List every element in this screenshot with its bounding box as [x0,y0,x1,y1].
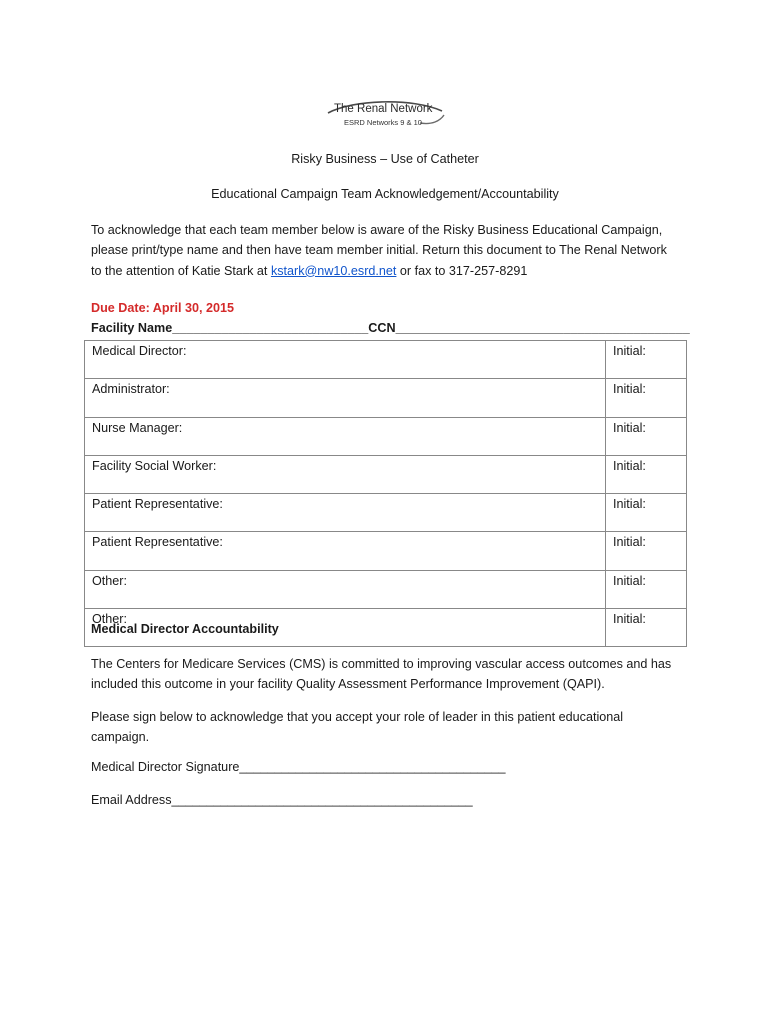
logo-line2: ESRD Networks 9 & 10 [344,118,422,127]
role-cell[interactable]: Patient Representative: [85,532,606,570]
role-cell[interactable]: Administrator: [85,379,606,417]
intro-line3-suffix: or fax to 317-257-8291 [396,263,528,278]
intro-line3 [91,261,691,281]
logo-line1: The Renal Network [334,103,433,115]
initial-cell[interactable]: Initial: [606,532,687,570]
sign-line2: campaign. [91,730,150,745]
initial-cell[interactable]: Initial: [606,455,687,493]
role-cell[interactable]: Facility Social Worker: [85,455,606,493]
signature-field[interactable]: Medical Director Signature______________________________________ [91,760,506,774]
role-cell[interactable]: Other: [85,570,606,608]
team-table [84,340,687,647]
due-date: Due Date: April 30, 2015 [91,301,235,315]
document-title: Risky Business – Use of Catheter [291,152,479,166]
role-cell[interactable]: Medical Director: [85,341,606,379]
facility-ccn-field[interactable]: Facility Name____________________________CCN__________________________________________ [91,321,690,335]
table-row [85,494,687,532]
initial-cell[interactable]: Initial: [606,417,687,455]
role-cell[interactable]: Other: [85,609,606,647]
email-address-field[interactable]: Email Address___________________________________________ [91,793,473,807]
cms-paragraph [91,654,691,695]
email-link[interactable]: kstark@nw10.esrd.net [270,263,397,278]
initial-cell[interactable]: Initial: [606,609,687,647]
table-row [85,379,687,417]
intro-line2: please print/type name and then have team member initial. Return this document to The Renal Network [91,243,667,258]
accountability-heading: Medical Director Accountability [91,622,279,636]
table-row [85,455,687,493]
sign-paragraph [91,707,691,748]
role-cell[interactable]: Nurse Manager: [85,417,606,455]
table-row [85,570,687,608]
initial-cell[interactable]: Initial: [606,379,687,417]
renal-network-logo [324,101,446,137]
initial-cell[interactable]: Initial: [606,341,687,379]
initial-cell[interactable]: Initial: [606,570,687,608]
table-row [85,417,687,455]
intro-line1: To acknowledge that each team member below is aware of the Risky Business Educational Campaign, [91,223,663,237]
cms-line2: included this outcome in your facility Quality Assessment Performance Improvement (QAPI). [91,677,605,692]
sign-line1: Please sign below to acknowledge that you accept your role of leader in this patient educational [91,710,624,724]
document-subtitle: Educational Campaign Team Acknowledgement/Accountability [211,187,559,201]
initial-cell[interactable]: Initial: [606,494,687,532]
intro-paragraph [91,220,691,281]
table-row [85,341,687,379]
role-cell[interactable]: Patient Representative: [85,494,606,532]
intro-line3-prefix: to the attention of Katie Stark at [91,263,271,278]
table-row [85,532,687,570]
cms-line1: The Centers for Medicare Services (CMS) is committed to improving vascular access outcomes and has [91,657,672,671]
